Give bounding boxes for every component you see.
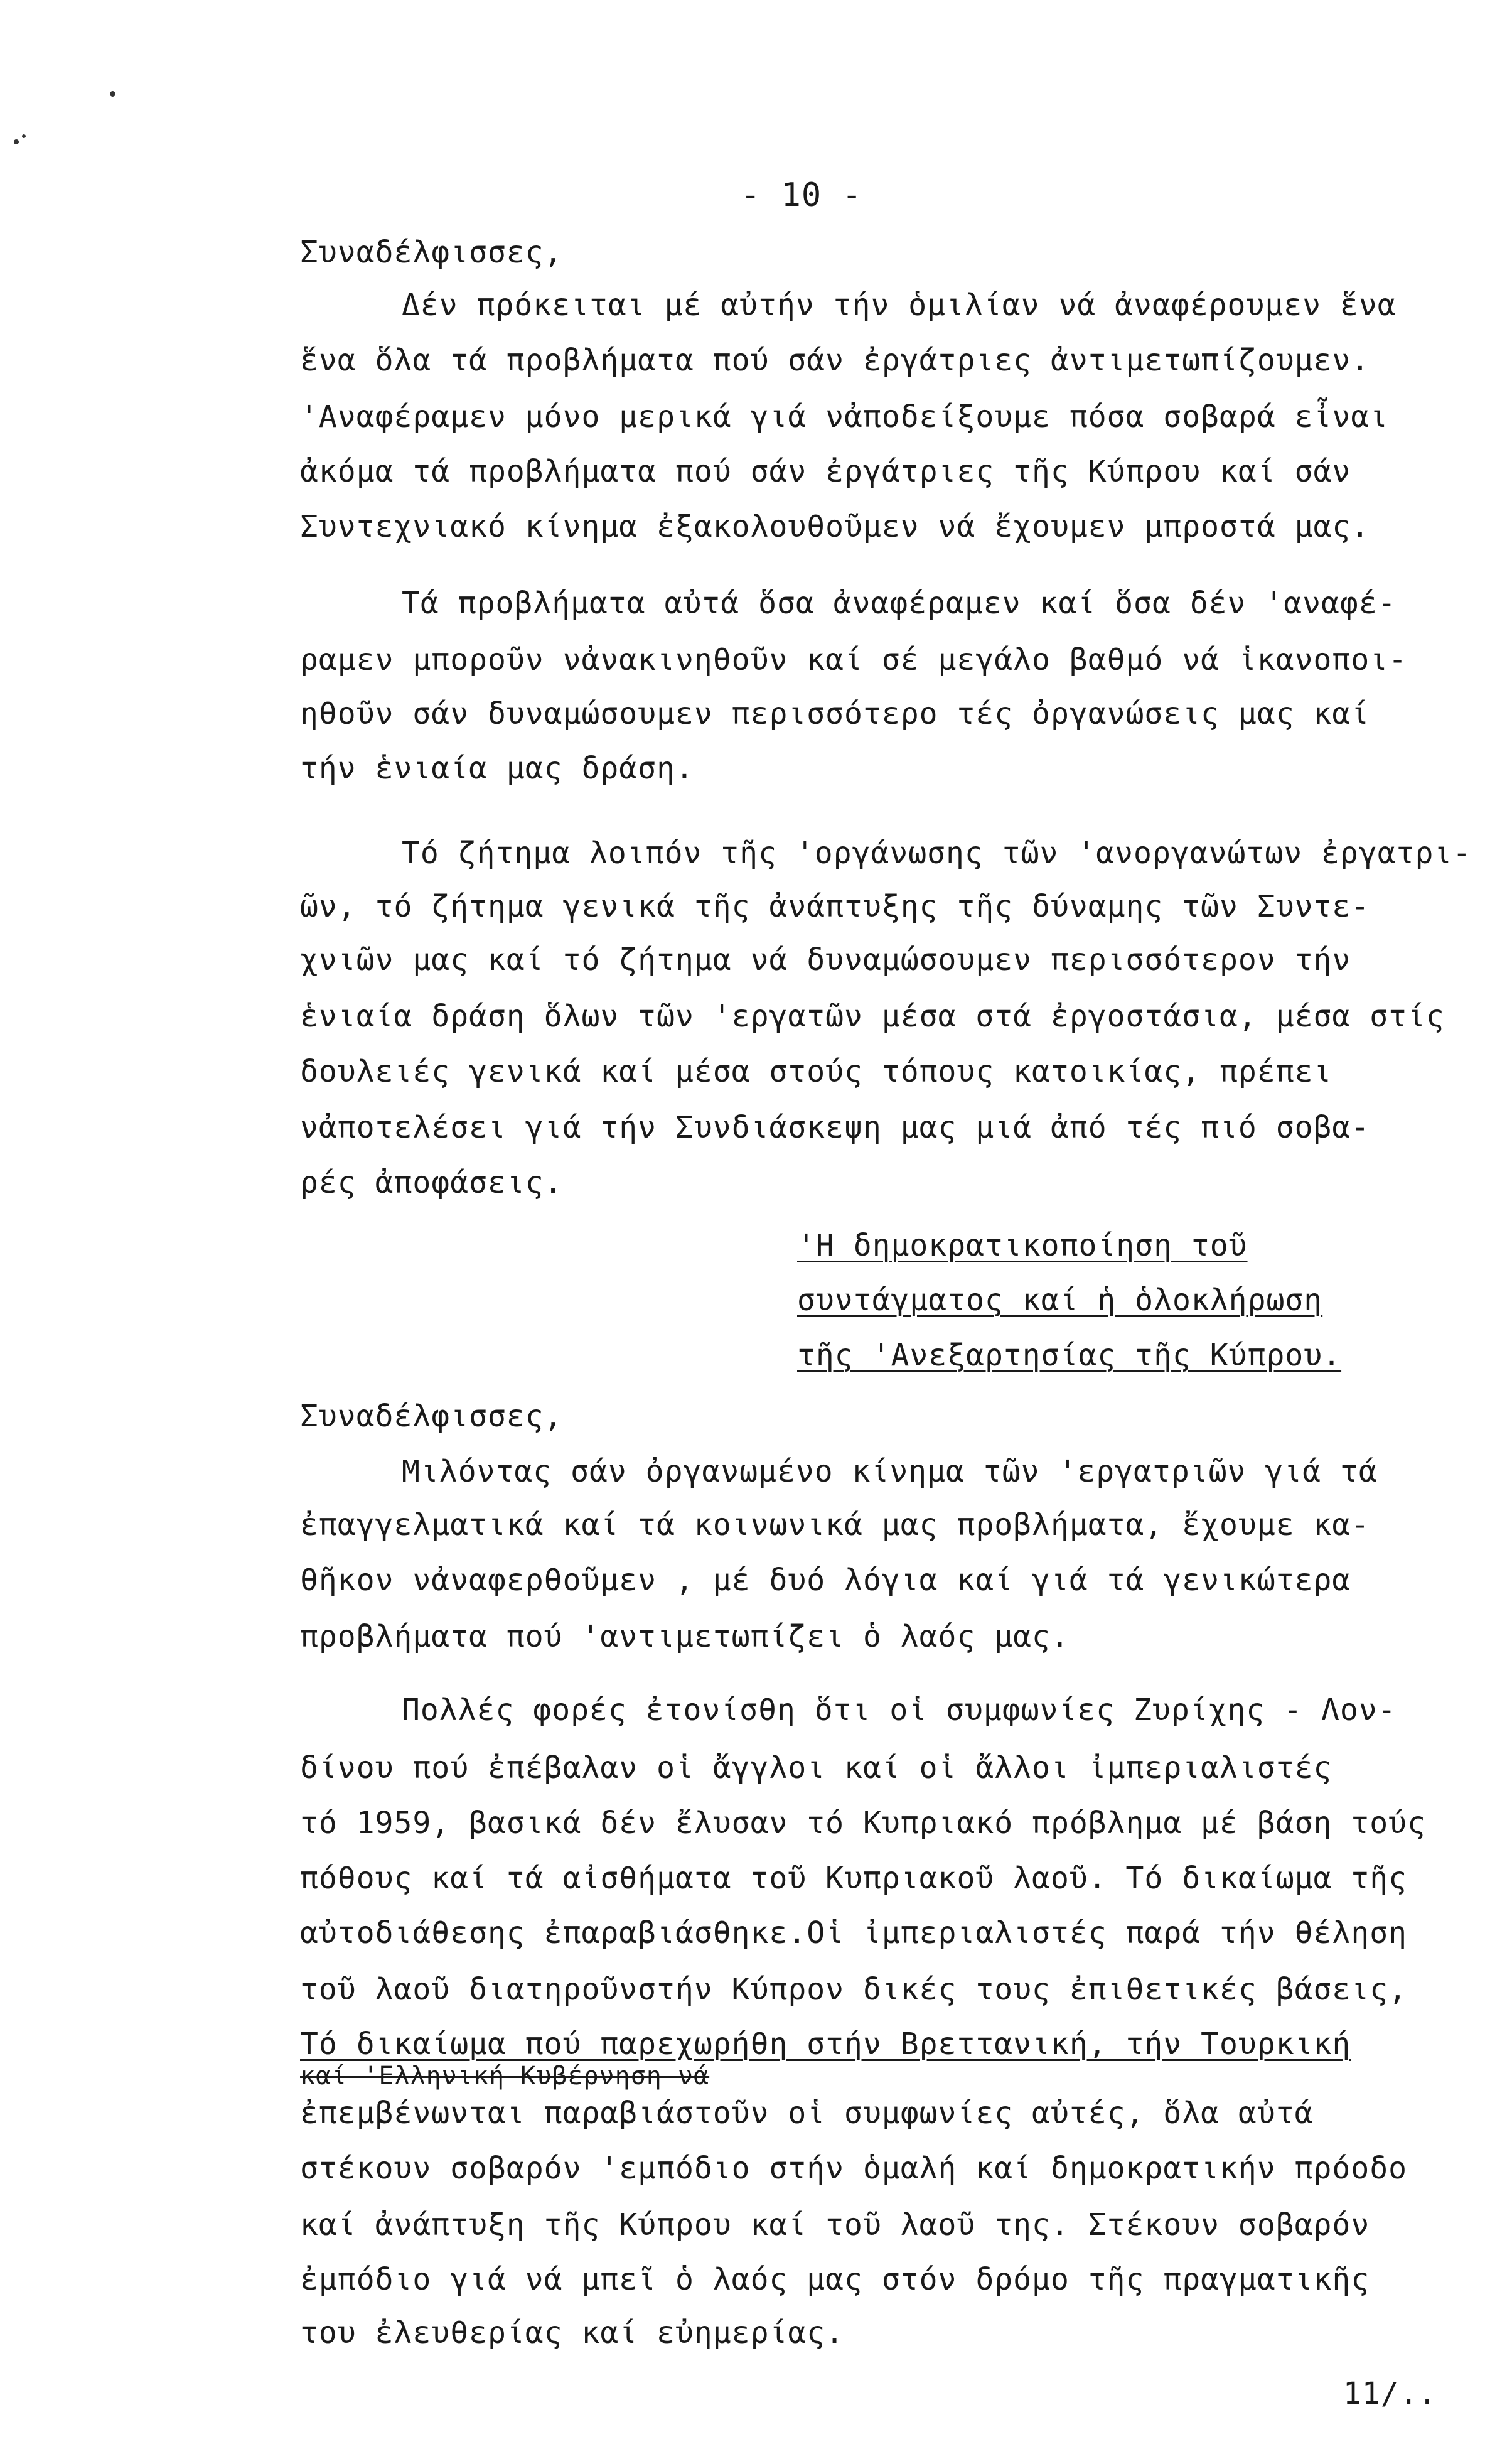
paragraph-2-line: Τά προβλήματα αὐτά ὅσα ἀναφέραμεν καί ὅσα δέν 'αναφέ- [402, 586, 1397, 621]
paragraph-1-line: Συντεχνιακό κίνημα ἐξακολουθοῦμεν νά ἔχουμεν μπροστά μας. [300, 509, 1370, 544]
paragraph-5-line: του ἐλευθερίας καί εὐημερίας. [300, 2315, 845, 2350]
paragraph-5-line: καί ἀνάπτυξη τῆς Κύπρου καί τοῦ λαοῦ της. Στέκουν σοβαρόν [300, 2207, 1370, 2242]
paragraph-3-line: νἀποτελέσει γιά τήν Συνδιάσκεψη μας μιά ἀπό τές πιό σοβα- [300, 1110, 1370, 1145]
paragraph-1-line: 'Αναφέραμεν μόνο μερικά γιά νἀποδείξουμε πόσα σοβαρά εἶναι [300, 399, 1389, 434]
paragraph-2-line: ραμεν μποροῦν νἀνακινηθοῦν καί σέ μεγάλο βαθμό νά ἱκανοποι- [300, 642, 1408, 677]
scan-speck [14, 139, 19, 144]
paragraph-3-line: δουλειές γενικά καί μέσα στούς τόπους κατοικίας, πρέπει [300, 1054, 1332, 1089]
paragraph-3-line: ῶν, τό ζήτημα γενικά τῆς ἀνάπτυξης τῆς δύναμης τῶν Συντε- [300, 889, 1370, 924]
paragraph-4-line: θῆκον νἀναφερθοῦμεν , μέ δυό λόγια καί γιά τά γενικώτερα [300, 1563, 1351, 1598]
paragraph-5-line: αὐτοδιάθεσης ἐπαραβιάσθηκε.Οἱ ἰμπεριαλιστές παρά τήν θέληση [300, 1915, 1408, 1951]
paragraph-2-line: ηθοῦν σάν δυναμώσουμεν περισσότερο τές ὀργανώσεις μας καί [300, 696, 1370, 731]
paragraph-4-line: προβλήματα πού 'αντιμετωπίζει ὁ λαός μας. [300, 1619, 1070, 1654]
paragraph-4-line: Μιλόντας σάν ὀργανωμένο κίνημα τῶν 'εργατριῶν γιά τά [402, 1454, 1378, 1489]
paragraph-1-line: Δέν πρόκειται μέ αὐτήν τήν ὁμιλίαν νά ἀναφέρουμεν ἕνα [402, 288, 1397, 323]
paragraph-5-line: ἐπεμβένωνται παραβιάστοῦν οἱ συμφωνίες αὐτές, ὅλα αὐτά [300, 2096, 1314, 2131]
paragraph-3-line: ἑνιαία δράση ὅλων τῶν 'εργατῶν μέσα στά ἐργοστάσια, μέσα στίς [300, 999, 1445, 1034]
section-heading: τῆς 'Ανεξαρτησίας τῆς Κύπρου. [797, 1338, 1342, 1373]
paragraph-5-line: ἐμπόδιο γιά νά μπεῖ ὁ λαός μας στόν δρόμο τῆς πραγματικῆς [300, 2262, 1370, 2297]
paragraph-1-line: ἀκόμα τά προβλήματα πού σάν ἐργάτριες τῆς Κύπρου καί σάν [300, 454, 1351, 489]
paragraph-5-line: καί 'Ελληνική Κυβέρνηση νά [300, 2062, 710, 2091]
paragraph-3-line: ρές ἀποφάσεις. [300, 1165, 563, 1200]
paragraph-1-line: ἕνα ὅλα τά προβλήματα πού σάν ἐργάτριες ἀντιμετωπίζουμεν. [300, 343, 1370, 378]
paragraph-5-line: στέκουν σοβαρόν 'εμπόδιο στήν ὁμαλή καί δημοκρατικήν πρόοδο [300, 2151, 1408, 2186]
paragraph-5-line: Πολλές φορές ἐτονίσθη ὅτι οἱ συμφωνίες Ζυρίχης - Λον- [402, 1693, 1397, 1728]
greeting: Συναδέλφισσες, [300, 235, 563, 270]
section-heading: 'Η δημοκρατικοποίηση τοῦ [797, 1228, 1248, 1263]
paragraph-5-line: Τό δικαίωμα πού παρεχωρήθη στήν Βρεττανική, τήν Τουρκική [300, 2026, 1351, 2062]
paragraph-5-line: πόθους καί τά αἰσθήματα τοῦ Κυπριακοῦ λαοῦ. Τό δικαίωμα τῆς [300, 1861, 1408, 1896]
paragraph-5-line: τό 1959, βασικά δέν ἔλυσαν τό Κυπριακό πρόβλημα μέ βάση τούς [300, 1806, 1426, 1841]
paragraph-3-line: χνιῶν μας καί τό ζήτημα νά δυναμώσουμεν περισσότερον τήν [300, 942, 1351, 977]
paragraph-3-line: Τό ζήτημα λοιπόν τῆς 'οργάνωσης τῶν 'ανοργανώτων ἐργατρι- [402, 836, 1472, 871]
paragraph-2-line: τήν ἑνιαία μας δράση. [300, 751, 694, 786]
greeting: Συναδέλφισσες, [300, 1399, 563, 1434]
paragraph-4-line: ἐπαγγελματικά καί τά κοινωνικά μας προβλήματα, ἔχουμε κα- [300, 1507, 1370, 1542]
scan-speck [22, 134, 26, 138]
continuation-marker: 11/.. [1343, 2376, 1437, 2411]
page-number: - 10 - [741, 176, 862, 214]
paragraph-5-line: δίνου πού ἐπέβαλαν οἱ ἄγγλοι καί οἱ ἄλλοι ἰμπεριαλιστές [300, 1750, 1332, 1785]
paragraph-5-line: τοῦ λαοῦ διατηροῦνστήν Κύπρον δικές τους ἐπιθετικές βάσεις, [300, 1972, 1408, 2007]
section-heading: συντάγματος καί ἡ ὁλοκλήρωση [797, 1283, 1323, 1318]
scan-speck [110, 91, 115, 97]
